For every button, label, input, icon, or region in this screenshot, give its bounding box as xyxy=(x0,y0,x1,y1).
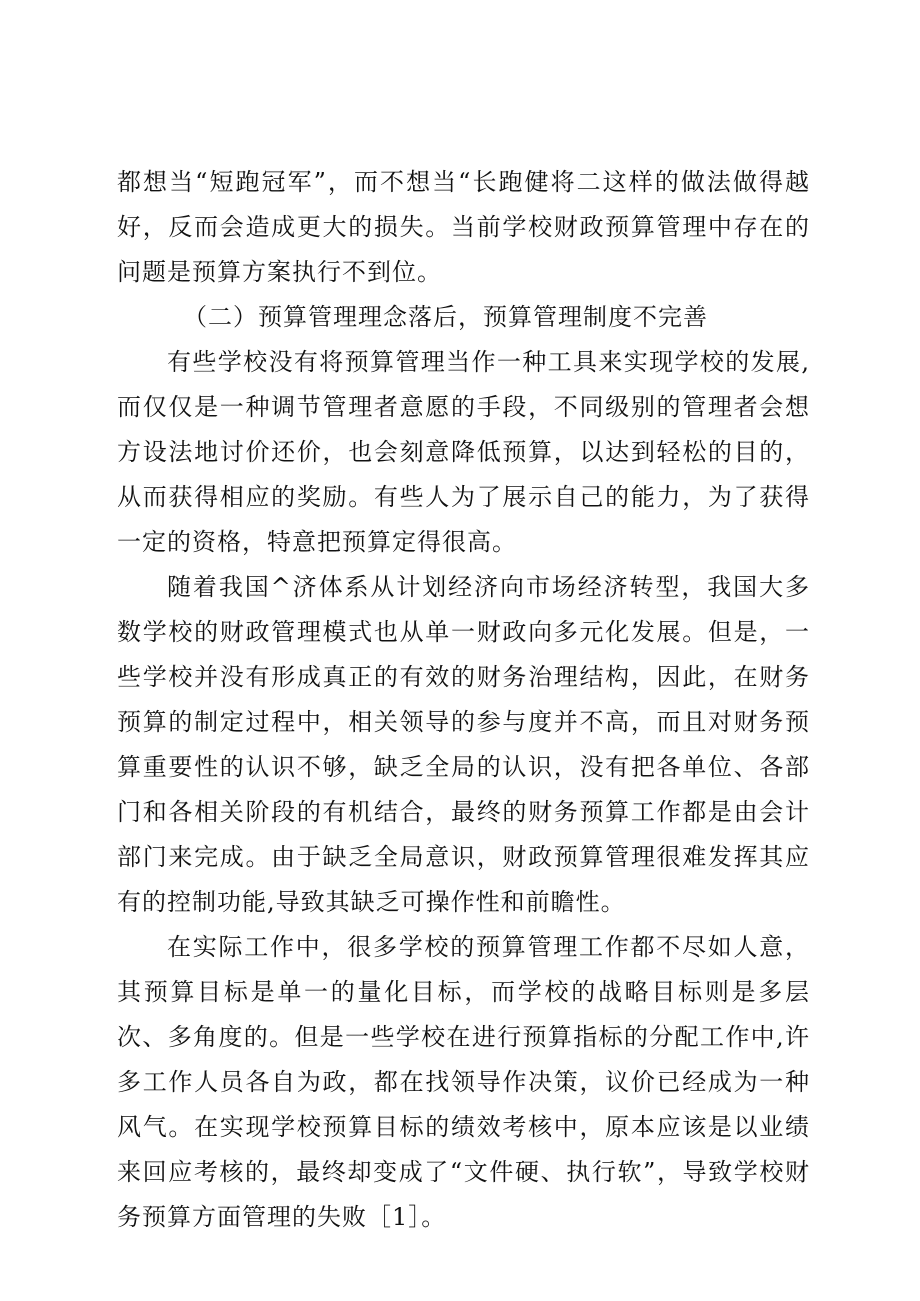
document-body xyxy=(117,160,810,1240)
section-heading: （二）预算管理理念落后，预算管理制度不完善 xyxy=(183,303,708,331)
paragraph-continued: 都想当“短跑冠军”，而不想当“长跑健将二这样的做法做得越好，反而会造成更大的损失。当前学校财政预算管理中存在的问题是预算方案执行不到位。 xyxy=(117,168,810,286)
paragraph: 随着我国^济体系从计划经济向市场经济转型，我国大多数学校的财政管理模式也从单一财政向多元化发展。但是，一些学校并没有形成真正的有效的财务治理结构，因此，在财务预算的制定过程中，相关领导的参与度并不高，而且对财务预算重要性的认识不够，缺乏全局的认识，没有把各单位、各部门和各相关阶段的有机结合，最终的财务预算工作都是由会计部门来完成。由于缺乏全局意识，财政预算管理很难发挥其应有的控制功能,导致其缺乏可操作性和前瞻性。 xyxy=(117,573,810,916)
paragraph: 有些学校没有将预算管理当作一种工具来实现学校的发展,而仅仅是一种调节管理者意愿的手段，不同级别的管理者会想方设法地讨价还价，也会刻意降低预算，以达到轻松的目的，从而获得相应的奖励。有些人为了展示自己的能力，为了获得一定的资格，特意把预算定得很高。 xyxy=(117,348,810,556)
paragraph: 在实际工作中，很多学校的预算管理工作都不尽如人意，其预算目标是单一的量化目标，而学校的战略目标则是多层次、多角度的。但是一些学校在进行预算指标的分配工作中,许多工作人员各自为政，都在找领导作决策，议价已经成为一种风气。在实现学校预算目标的绩效考核中，原本应该是以业绩来回应考核的，最终却变成了“文件硬、执行软”，导致学校财务预算方面管理的失败［1］。 xyxy=(117,933,810,1231)
